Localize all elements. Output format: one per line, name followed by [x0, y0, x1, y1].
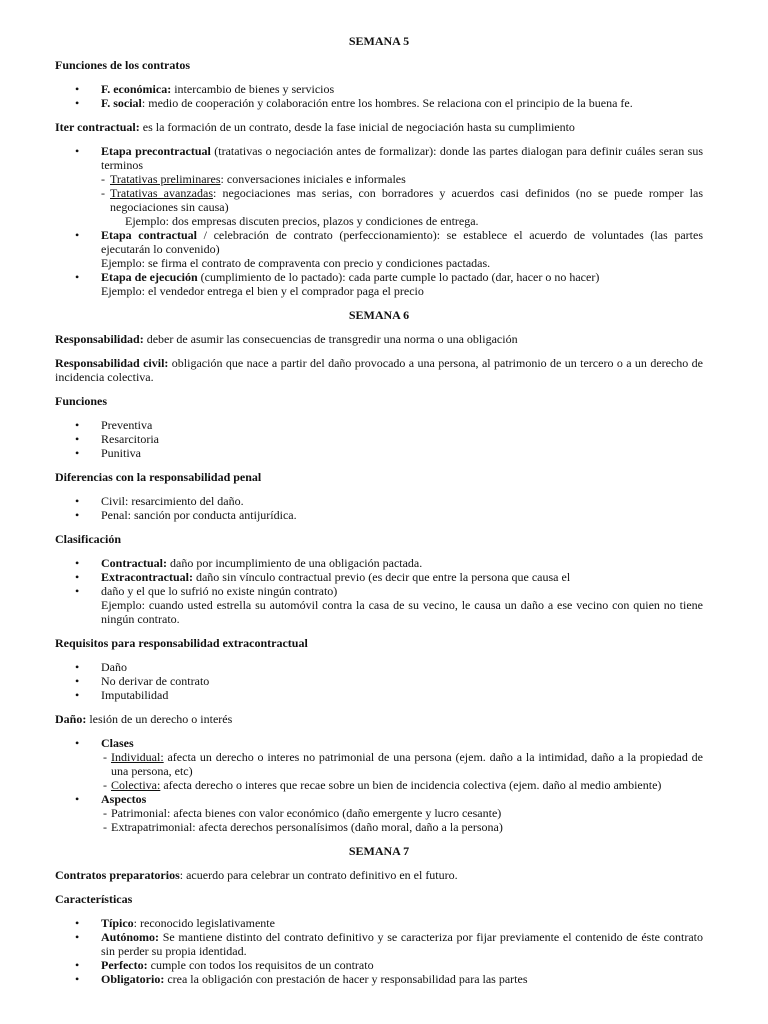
list-caracteristicas — [55, 916, 703, 986]
list-etapas — [55, 144, 703, 298]
heading-funciones-contratos: Funciones de los contratos — [55, 58, 190, 72]
section-title-semana-6: SEMANA 6 — [348, 308, 410, 322]
section-title-semana-7: SEMANA 7 — [348, 844, 410, 858]
list-clasificacion — [55, 556, 703, 626]
list-dano — [55, 736, 703, 834]
list-requisitos — [55, 660, 703, 702]
list-item-etapa-contractual: • Etapa contractual / celebración de contrato (perfeccionamiento): se establece el acuerdo de voluntades (las partes ejecutarán lo convenido) Ejemplo: se firma el contrato de compraventa con precio y condiciones pactadas. — [55, 228, 703, 270]
sub-item-patrimonial: - Patrimonial: afecta bienes con valor económico (daño emergente y lucro cesante) — [103, 806, 502, 820]
list-item: • F. social: medio de cooperación y colaboración entre los hombres. Se relaciona con el principio de la buena fe. — [55, 96, 703, 110]
heading-requisitos: Requisitos para responsabilidad extracontractual — [55, 636, 308, 650]
heading-caracteristicas: Características — [55, 892, 133, 906]
example-precontractual: Ejemplo: dos empresas discuten precios, plazos y condiciones de entrega. — [125, 214, 479, 228]
paragraph-dano: Daño: lesión de un derecho o interés — [55, 712, 233, 726]
example-ejecucion: Ejemplo: el vendedor entrega el bien y el comprador paga el precio — [101, 284, 424, 298]
sub-item-tratativas-preliminares: - Tratativas preliminares: conversaciones iniciales e informales — [101, 172, 406, 186]
list-item: • Punitiva — [55, 446, 703, 460]
list-item-extracontractual-cont: • daño y el que lo sufrió no existe ningún contrato) Ejemplo: cuando usted estrella su automóvil contra la casa de su vecino, le causa un daño a ese vecino con quien no tiene ningún contrato. — [55, 584, 703, 626]
list-item: • Civil: resarcimiento del daño. — [55, 494, 703, 508]
list-funciones — [55, 418, 703, 460]
heading-diferencias: Diferencias con la responsabilidad penal — [55, 470, 262, 484]
sub-item-tratativas-avanzadas: - Tratativas avanzadas: negociaciones mas serias, con borradores y acuerdos casi definidos (no se puede romper las negociaciones sin causa) — [101, 186, 704, 214]
paragraph-responsabilidad: Responsabilidad: deber de asumir las consecuencias de transgredir una norma o una obligación — [55, 332, 518, 346]
list-item: • Daño — [55, 660, 703, 674]
list-item-aspectos: • Aspectos - Patrimonial: afecta bienes con valor económico (daño emergente y lucro cesante) - Extrapatrimonial: afecta derechos personalísimos (daño moral, daño a la persona) — [55, 792, 703, 834]
list-item: • F. económica: intercambio de bienes y servicios — [55, 82, 703, 96]
sub-item-colectiva: - Colectiva: afecta derecho o interes que recae sobre un bien de incidencia colectiva (ejem. daño al medio ambiente) — [103, 778, 662, 792]
list-item: • Preventiva — [55, 418, 703, 432]
list-item: • Penal: sanción por conducta antijurídica. — [55, 508, 703, 522]
list-item-clases: • Clases - Individual: afecta un derecho o interes no patrimonial de una persona (ejem. daño a la intimidad, daño a la propiedad de una persona, etc) - Colectiva: afecta derecho o interes que recae sobre un bien de incidencia colectiva (ejem. daño al medio ambiente) — [55, 736, 703, 792]
list-item: • Resarcitoria — [55, 432, 703, 446]
list-item-autonomo: • Autónomo: Se mantiene distinto del contrato definitivo y se caracteriza por fijar previamente el contenido de éste contrato sin perder su propia identidad. — [55, 930, 703, 958]
list-item-tipico: • Típico: reconocido legislativamente — [55, 916, 703, 930]
list-funciones-contratos — [55, 82, 703, 110]
list-item-etapa-precontractual: • Etapa precontractual (tratativas o negociación antes de formalizar): donde las partes dialogan para definir cuáles seran sus terminos - Tratativas preliminares: conversaciones iniciales e informales - Tratativas avanzadas: negociaciones mas serias, con borradores y acuerdos casi definidos (no se puede romper las negociaciones sin causa) Ejemplo: dos empresas discuten precios, plazos y condiciones de entrega. — [55, 144, 703, 228]
paragraph-iter-contractual: Iter contractual: es la formación de un contrato, desde la fase inicial de negociación hasta su cumplimiento — [55, 120, 575, 134]
section-title-semana-5: SEMANA 5 — [348, 34, 410, 48]
heading-funciones: Funciones — [55, 394, 108, 408]
paragraph-contratos-preparatorios: Contratos preparatorios: acuerdo para celebrar un contrato definitivo en el futuro. — [55, 868, 458, 882]
list-item-perfecto: • Perfecto: cumple con todos los requisitos de un contrato — [55, 958, 703, 972]
sub-item-individual: - Individual: afecta un derecho o interes no patrimonial de una persona (ejem. daño a la intimidad, daño a la propiedad de una persona, etc) — [103, 750, 703, 778]
list-item: • Imputabilidad — [55, 688, 703, 702]
document-page — [55, 34, 703, 986]
list-diferencias — [55, 494, 703, 522]
list-item-obligatorio: • Obligatorio: crea la obligación con prestación de hacer y responsabilidad para las partes — [55, 972, 703, 986]
list-item: • No derivar de contrato — [55, 674, 703, 688]
example-contractual: Ejemplo: se firma el contrato de compraventa con precio y condiciones pactadas. — [101, 256, 491, 270]
paragraph-responsabilidad-civil: Responsabilidad civil: obligación que nace a partir del daño provocado a una persona, al patrimonio de un tercero o a un derecho de incidencia colectiva. — [55, 356, 704, 384]
sub-item-extrapatrimonial: - Extrapatrimonial: afecta derechos personalísimos (daño moral, daño a la persona) — [103, 820, 503, 834]
list-item-etapa-ejecucion: • Etapa de ejecución (cumplimiento de lo pactado): cada parte cumple lo pactado (dar, hacer o no hacer) Ejemplo: el vendedor entrega el bien y el comprador paga el precio — [55, 270, 703, 298]
list-item-extracontractual: • Extracontractual: daño sin vínculo contractual previo (es decir que entre la persona que causa el — [55, 570, 703, 584]
example-extracontractual: Ejemplo: cuando usted estrella su automóvil contra la casa de su vecino, le causa un daño a ese vecino con quien no tiene ningún contrato. — [101, 598, 703, 626]
list-item-contractual: • Contractual: daño por incumplimiento de una obligación pactada. — [55, 556, 703, 570]
heading-clasificacion: Clasificación — [55, 532, 121, 546]
